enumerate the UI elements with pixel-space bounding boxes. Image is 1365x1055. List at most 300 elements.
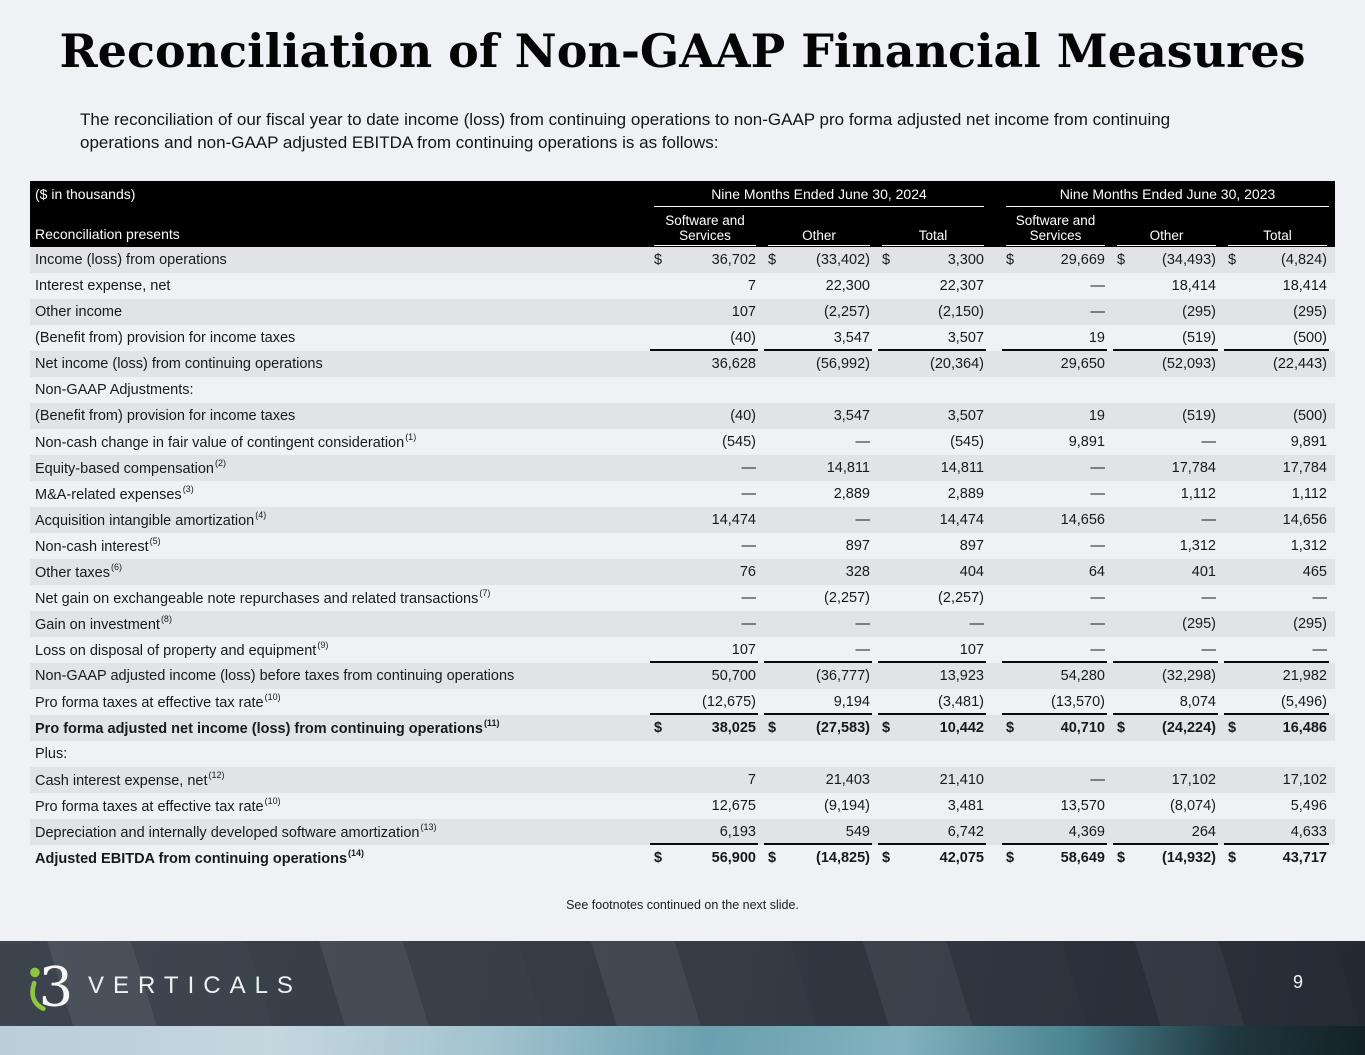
value-cell — [648, 585, 762, 611]
value-cell — [762, 507, 876, 533]
cell-value: (52,093) — [1161, 356, 1216, 372]
cell-value: 465 — [1302, 564, 1327, 580]
value-cell — [1000, 377, 1111, 403]
column-header: Total — [1222, 203, 1333, 247]
value-cell — [876, 793, 990, 819]
cell-value: — — [1201, 642, 1216, 658]
cell-value: — — [1090, 616, 1105, 632]
value-cell — [1222, 819, 1333, 845]
cell-value: 1,112 — [1180, 486, 1216, 502]
cell-value: 40,710 — [1060, 720, 1105, 736]
cell-value: 36,628 — [711, 356, 756, 372]
table-row — [30, 689, 1335, 715]
value-cell — [648, 819, 762, 845]
cell-value: 3,481 — [947, 798, 984, 814]
value-cell — [762, 325, 876, 351]
i3-logo-icon — [28, 951, 82, 1017]
row-label: Non-cash interest$^{(5)}$ — [35, 536, 161, 555]
dollar-sign: $ — [1006, 850, 1015, 866]
cell-value: 401 — [1191, 564, 1216, 580]
cell-value: (545) — [722, 434, 756, 450]
table-row — [30, 429, 1335, 455]
cell-value: 12,675 — [711, 798, 756, 814]
value-cell — [762, 247, 876, 273]
table-row — [30, 351, 1335, 377]
cell-value: 5,496 — [1290, 798, 1327, 814]
value-cell — [876, 845, 990, 871]
cell-value: 107 — [731, 304, 756, 320]
cell-value: 4,633 — [1290, 824, 1327, 840]
footnote-reference: (3) — [182, 484, 194, 495]
cell-value: 1,312 — [1290, 538, 1327, 554]
cell-value: 19 — [1088, 408, 1105, 424]
value-cell — [1111, 689, 1222, 715]
cell-value: 107 — [731, 642, 756, 658]
value-cell — [648, 637, 762, 663]
cell-value: 9,891 — [1068, 434, 1105, 450]
cell-value: (4,824) — [1281, 252, 1327, 268]
value-cell — [762, 533, 876, 559]
value-cell — [648, 403, 762, 429]
row-label: Gain on investment$^{(8)}$ — [35, 614, 172, 633]
value-cell — [1222, 611, 1333, 637]
value-cell — [648, 715, 762, 741]
cell-value: (519) — [1182, 408, 1216, 424]
table-header — [30, 181, 1335, 247]
header-underline — [882, 245, 984, 247]
cell-value: 36,702 — [711, 252, 756, 268]
cell-value: 19 — [1088, 330, 1105, 346]
value-cell — [876, 481, 990, 507]
svg-text:3: 3 — [38, 955, 74, 1017]
footnote-reference: (6) — [110, 562, 122, 573]
cell-value: 3,507 — [947, 408, 984, 424]
value-cell — [1222, 845, 1333, 871]
cell-value: — — [741, 460, 756, 476]
cell-value: 897 — [845, 538, 870, 554]
row-label: Equity-based compensation$^{(2)}$ — [35, 458, 226, 477]
value-cell — [1000, 663, 1111, 689]
cell-value: 56,900 — [711, 850, 756, 866]
value-cell — [1222, 663, 1333, 689]
dollar-sign: $ — [654, 850, 663, 866]
value-cell — [1222, 247, 1333, 273]
value-cell — [876, 689, 990, 715]
cell-value: 9,194 — [833, 694, 870, 710]
value-cell — [1222, 481, 1333, 507]
cell-value: 3,547 — [833, 330, 870, 346]
dollar-sign: $ — [768, 850, 777, 866]
value-cell — [762, 429, 876, 455]
cell-value: (12,675) — [701, 694, 756, 710]
value-cell — [648, 845, 762, 871]
value-cell — [876, 247, 990, 273]
value-cell — [762, 377, 876, 403]
value-cell — [1000, 793, 1111, 819]
value-cell — [1222, 351, 1333, 377]
dollar-sign: $ — [882, 720, 891, 736]
dollar-sign: $ — [1006, 720, 1015, 736]
value-cell — [1222, 455, 1333, 481]
cell-value: (36,777) — [815, 668, 870, 684]
value-cell — [1222, 767, 1333, 793]
cell-value: 404 — [959, 564, 984, 580]
cell-value: (2,257) — [824, 590, 870, 606]
table-row — [30, 585, 1335, 611]
value-cell — [762, 403, 876, 429]
row-label: Pro forma taxes at effective tax rate$^{(10)}$ — [35, 796, 281, 815]
value-cell — [1000, 455, 1111, 481]
value-cell — [648, 767, 762, 793]
footnote-reference: (7) — [479, 588, 491, 599]
cell-value: (20,364) — [929, 356, 984, 372]
value-cell — [762, 715, 876, 741]
value-cell — [762, 455, 876, 481]
cell-value: (295) — [1293, 616, 1327, 632]
column-header: Other — [1111, 203, 1222, 247]
cell-value: 8,074 — [1179, 694, 1216, 710]
value-cell — [648, 559, 762, 585]
cell-value: — — [1090, 538, 1105, 554]
cell-value: 29,650 — [1060, 356, 1105, 372]
cell-value: 22,307 — [939, 278, 984, 294]
table-header-columns-row — [30, 207, 1335, 247]
row-header-label: Reconciliation presents — [35, 226, 180, 242]
value-cell — [1111, 663, 1222, 689]
value-cell — [1111, 247, 1222, 273]
cell-value: — — [741, 616, 756, 632]
cell-value: 14,811 — [826, 460, 870, 476]
value-cell — [762, 741, 876, 767]
value-cell — [1000, 585, 1111, 611]
cell-value: — — [855, 512, 870, 528]
value-cell — [762, 767, 876, 793]
value-cell — [1222, 429, 1333, 455]
cell-value: (33,402) — [815, 252, 870, 268]
dollar-sign: $ — [1228, 850, 1237, 866]
cell-value: 18,414 — [1171, 278, 1216, 294]
cell-value: 58,649 — [1060, 850, 1105, 866]
cell-value: 107 — [959, 642, 984, 658]
page-number: 9 — [1292, 971, 1303, 992]
value-cell — [648, 299, 762, 325]
value-cell — [1111, 741, 1222, 767]
table-row — [30, 533, 1335, 559]
value-cell — [648, 663, 762, 689]
cell-value: 264 — [1191, 824, 1216, 840]
cell-value: 54,280 — [1060, 668, 1105, 684]
value-cell — [1111, 793, 1222, 819]
footer-bar — [0, 941, 1365, 1026]
value-cell — [876, 429, 990, 455]
value-cell — [1000, 481, 1111, 507]
footnote-reference: (9) — [317, 640, 329, 651]
footnote-reference: (1) — [405, 432, 417, 443]
value-cell — [1111, 429, 1222, 455]
cell-value: 17,102 — [1282, 772, 1327, 788]
cell-value: (500) — [1293, 330, 1327, 346]
cell-value: 2,889 — [947, 486, 984, 502]
row-label: (Benefit from) provision for income taxes — [35, 408, 296, 424]
cell-value: 17,102 — [1171, 772, 1216, 788]
reconciliation-table — [30, 181, 1335, 871]
cell-value: (13,570) — [1050, 694, 1105, 710]
table-row — [30, 663, 1335, 689]
value-cell — [648, 273, 762, 299]
cell-value: 9,891 — [1290, 434, 1327, 450]
value-cell — [1111, 715, 1222, 741]
row-label: Interest expense, net — [35, 278, 171, 294]
value-cell — [1111, 481, 1222, 507]
value-cell — [1000, 351, 1111, 377]
value-cell — [1111, 351, 1222, 377]
cell-value: (32,298) — [1161, 668, 1216, 684]
footnote-reference: (4) — [255, 510, 267, 521]
value-cell — [876, 767, 990, 793]
table-row — [30, 247, 1335, 273]
cell-value: — — [1090, 304, 1105, 320]
column-group-label: Nine Months Ended June 30, 2024 — [711, 186, 927, 202]
value-cell — [762, 819, 876, 845]
value-cell — [762, 793, 876, 819]
value-cell — [648, 325, 762, 351]
table-row — [30, 481, 1335, 507]
value-cell — [762, 663, 876, 689]
dollar-sign: $ — [1117, 850, 1126, 866]
value-cell — [762, 351, 876, 377]
table-row — [30, 377, 1335, 403]
value-cell — [1000, 429, 1111, 455]
footnote-text: See footnotes continued on the next slide. — [566, 898, 799, 912]
row-label: Loss on disposal of property and equipment$^{(9)}$ — [35, 640, 329, 659]
row-label: Acquisition intangible amortization$^{(4)}$ — [35, 510, 267, 529]
footnote-reference: (10) — [264, 796, 281, 807]
cell-value: 50,700 — [711, 668, 756, 684]
value-cell — [762, 689, 876, 715]
value-cell — [648, 689, 762, 715]
value-cell — [648, 351, 762, 377]
value-cell — [876, 455, 990, 481]
value-cell — [762, 273, 876, 299]
cell-value: (519) — [1182, 330, 1216, 346]
cell-value: (22,443) — [1272, 356, 1327, 372]
cell-value: (14,932) — [1161, 850, 1216, 866]
row-label: Depreciation and internally developed software amortization$^{(13)}$ — [35, 822, 437, 841]
footnote-reference: (2) — [214, 458, 226, 469]
cell-value: (295) — [1293, 304, 1327, 320]
table-row — [30, 741, 1335, 767]
value-cell — [1000, 273, 1111, 299]
value-cell — [876, 741, 990, 767]
value-cell — [1000, 637, 1111, 663]
table-row — [30, 611, 1335, 637]
value-cell — [876, 325, 990, 351]
cell-value: 3,507 — [947, 330, 984, 346]
value-cell — [1222, 273, 1333, 299]
value-cell — [1000, 845, 1111, 871]
cell-value: — — [1312, 590, 1327, 606]
value-cell — [1000, 689, 1111, 715]
row-label: Income (loss) from operations — [35, 252, 227, 268]
cell-value: — — [741, 486, 756, 502]
dollar-sign: $ — [1117, 252, 1126, 268]
cell-value: 29,669 — [1060, 252, 1105, 268]
cell-value: 38,025 — [711, 720, 756, 736]
cell-value: 14,656 — [1060, 512, 1105, 528]
row-label: Other taxes$^{(6)}$ — [35, 562, 122, 581]
value-cell — [1000, 299, 1111, 325]
row-label: (Benefit from) provision for income taxes — [35, 330, 296, 346]
footnote-reference: (13) — [420, 822, 437, 833]
cell-value: 14,811 — [940, 460, 984, 476]
value-cell — [1111, 325, 1222, 351]
cell-value: (40) — [730, 408, 756, 424]
value-cell — [762, 611, 876, 637]
value-cell — [1111, 845, 1222, 871]
cell-value: 18,414 — [1282, 278, 1327, 294]
table-row — [30, 637, 1335, 663]
header-underline — [1117, 245, 1216, 247]
value-cell — [1000, 611, 1111, 637]
value-cell — [1222, 637, 1333, 663]
value-cell — [1111, 819, 1222, 845]
cell-value: (27,583) — [815, 720, 870, 736]
dollar-sign: $ — [1006, 252, 1015, 268]
cell-value: — — [1201, 590, 1216, 606]
value-cell — [648, 455, 762, 481]
table-row — [30, 819, 1335, 845]
value-cell — [762, 481, 876, 507]
column-header: Total — [876, 203, 990, 247]
row-label: Adjusted EBITDA from continuing operations$^{(14)}$ — [35, 848, 365, 867]
value-cell — [1222, 299, 1333, 325]
value-cell — [1000, 403, 1111, 429]
cell-value: (24,224) — [1161, 720, 1216, 736]
value-cell — [876, 377, 990, 403]
value-cell — [1000, 325, 1111, 351]
value-cell — [648, 793, 762, 819]
cell-value: 13,923 — [939, 668, 984, 684]
cell-value: — — [1090, 278, 1105, 294]
cell-value: — — [1090, 486, 1105, 502]
cell-value: (295) — [1182, 304, 1216, 320]
intro-paragraph: The reconciliation of our fiscal year to date income (loss) from continuing operations to non-GAAP pro forma adjusted net income from continuing operations and non-GAAP adjusted EBITDA from continuing operations is as follows: — [80, 110, 1171, 153]
footer-photo-strip — [0, 1026, 1365, 1055]
footnote-reference: (10) — [264, 692, 281, 703]
table-row — [30, 273, 1335, 299]
column-header: Other — [762, 203, 876, 247]
value-cell — [1222, 715, 1333, 741]
header-underline — [768, 245, 870, 247]
value-cell — [876, 507, 990, 533]
row-label: Non-GAAP Adjustments: — [35, 382, 194, 398]
value-cell — [1222, 377, 1333, 403]
value-cell — [876, 351, 990, 377]
value-cell — [1111, 273, 1222, 299]
cell-value: — — [855, 434, 870, 450]
row-label: Other income — [35, 304, 123, 320]
cell-value: (14,825) — [815, 850, 870, 866]
cell-value: 3,300 — [947, 252, 984, 268]
value-cell — [876, 819, 990, 845]
cell-value: (8,074) — [1170, 798, 1216, 814]
value-cell — [1111, 507, 1222, 533]
value-cell — [1000, 507, 1111, 533]
row-label: M&A-related expenses$^{(3)}$ — [35, 484, 194, 503]
value-cell — [762, 559, 876, 585]
table-body — [30, 247, 1335, 871]
cell-value: 6,742 — [947, 824, 984, 840]
cell-value: 17,784 — [1171, 460, 1216, 476]
table-row — [30, 715, 1335, 741]
value-cell — [1000, 767, 1111, 793]
value-cell — [1222, 325, 1333, 351]
cell-value: (3,481) — [938, 694, 984, 710]
table-row — [30, 767, 1335, 793]
value-cell — [1222, 559, 1333, 585]
cell-value: (545) — [950, 434, 984, 450]
value-cell — [876, 299, 990, 325]
dollar-sign: $ — [768, 252, 777, 268]
value-cell — [1222, 741, 1333, 767]
dollar-sign: $ — [882, 850, 891, 866]
dollar-sign: $ — [1228, 720, 1237, 736]
row-label: Non-GAAP adjusted income (loss) before taxes from continuing operations — [35, 668, 515, 684]
cell-value: 2,889 — [833, 486, 870, 502]
cell-value: — — [1201, 512, 1216, 528]
dollar-sign: $ — [768, 720, 777, 736]
company-logo — [28, 951, 302, 1017]
units-label: ($ in thousands) — [35, 186, 136, 202]
footnote-reference: (5) — [149, 536, 161, 547]
column-header: Software and Services — [648, 203, 762, 247]
cell-value: 16,486 — [1282, 720, 1327, 736]
column-group-label: Nine Months Ended June 30, 2023 — [1059, 186, 1276, 202]
table-row — [30, 455, 1335, 481]
value-cell — [648, 481, 762, 507]
dollar-sign: $ — [1117, 720, 1126, 736]
value-cell — [648, 247, 762, 273]
cell-value: (56,992) — [815, 356, 870, 372]
value-cell — [876, 611, 990, 637]
cell-value: 13,570 — [1060, 798, 1105, 814]
cell-value: 549 — [845, 824, 870, 840]
cell-value: — — [855, 642, 870, 658]
value-cell — [1000, 741, 1111, 767]
value-cell — [648, 377, 762, 403]
value-cell — [1222, 689, 1333, 715]
cell-value: — — [1312, 642, 1327, 658]
cell-value: 897 — [959, 538, 984, 554]
cell-value: 1,112 — [1291, 486, 1327, 502]
value-cell — [1222, 793, 1333, 819]
table-row — [30, 403, 1335, 429]
cell-value: (500) — [1293, 408, 1327, 424]
footnote-reference: (14) — [348, 848, 365, 859]
cell-value: 14,474 — [711, 512, 756, 528]
value-cell — [1111, 533, 1222, 559]
header-underline — [1006, 245, 1105, 247]
value-cell — [876, 715, 990, 741]
header-underline — [654, 245, 756, 247]
page-title: Reconciliation of Non-GAAP Financial Measures — [59, 24, 1306, 78]
table-row — [30, 299, 1335, 325]
cell-value: 3,547 — [833, 408, 870, 424]
dollar-sign: $ — [654, 252, 663, 268]
column-header: Software and Services — [1000, 203, 1111, 247]
cell-value: — — [1090, 772, 1105, 788]
value-cell — [762, 299, 876, 325]
